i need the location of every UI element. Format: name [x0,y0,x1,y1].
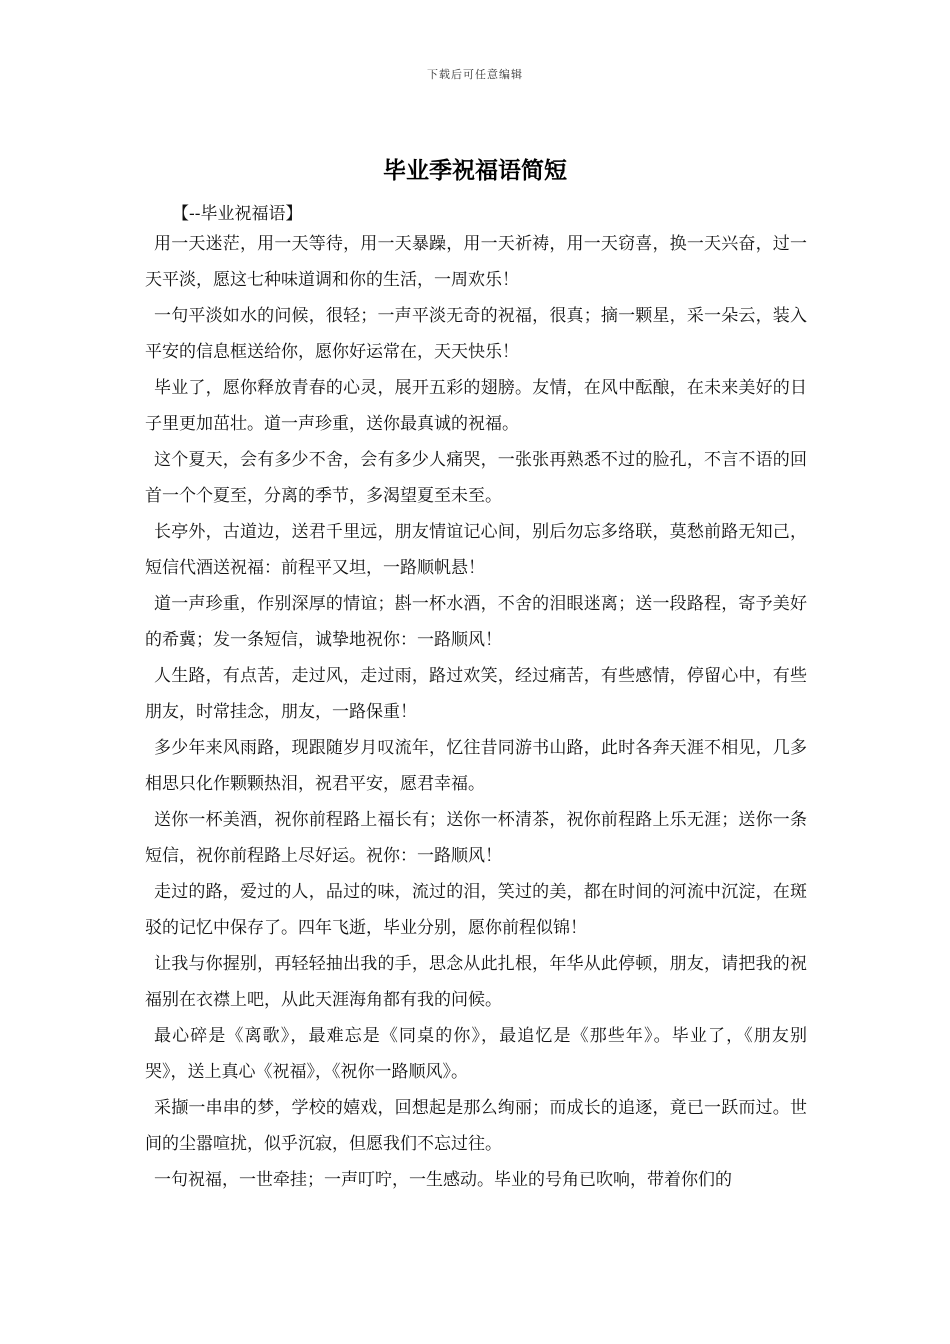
paragraph: 走过的路，爱过的人，品过的味，流过的泪，笑过的美，都在时间的河流中沉淀，在斑驳的记忆中保存了。四年飞逝，毕业分别，愿你前程似锦！ [145,882,807,938]
paragraph: 多少年来风雨路，现跟随岁月叹流年，忆往昔同游书山路，此时各奔天涯不相见，几多相思只化作颗颗热泪，祝君平安，愿君幸福。 [145,738,807,794]
paragraph: 长亭外，古道边，送君千里远，朋友情谊记心间，别后勿忘多络联，莫愁前路无知己，短信代酒送祝福：前程平又坦，一路顺帆悬！ [145,522,807,578]
document-body [145,226,807,1198]
paragraph: 最心碎是《离歌》，最难忘是《同桌的你》，最追忆是《那些年》。毕业了，《朋友别哭》，送上真心《祝福》，《祝你一路顺风》。 [145,1026,807,1082]
paragraph: 毕业了，愿你释放青春的心灵，展开五彩的翅膀。友情，在风中酝酿，在未来美好的日子里更加茁壮。道一声珍重，送你最真诚的祝福。 [145,378,807,434]
paragraph: 人生路，有点苦，走过风，走过雨，路过欢笑，经过痛苦，有些感情，停留心中，有些朋友，时常挂念，朋友，一路保重！ [145,666,807,722]
paragraph: 道一声珍重，作别深厚的情谊；斟一杯水酒，不舍的泪眼迷离；送一段路程，寄予美好的希冀；发一条短信，诚挚地祝你：一路顺风！ [145,594,807,650]
paragraph: 一句平淡如水的问候，很轻；一声平淡无奇的祝福，很真；摘一颗星，采一朵云，装入平安的信息框送给你，愿你好运常在，天天快乐！ [145,306,807,362]
paragraph: 用一天迷茫，用一天等待，用一天暴躁，用一天祈祷，用一天窃喜，换一天兴奋，过一天平淡，愿这七种味道调和你的生活，一周欢乐！ [145,234,807,290]
section-heading: 【--毕业祝福语】 [172,204,303,224]
document-title: 毕业季祝福语简短 [383,157,567,184]
header-note: 下载后可任意编辑 [427,68,523,81]
paragraph: 采撷一串串的梦，学校的嬉戏，回想起是那么绚丽；而成长的追逐，竟已一跃而过。世间的尘嚣喧扰，似乎沉寂，但愿我们不忘过往。 [145,1098,807,1154]
paragraph: 送你一杯美酒，祝你前程路上福长有；送你一杯清茶，祝你前程路上乐无涯；送你一条短信，祝你前程路上尽好运。祝你：一路顺风！ [145,810,807,866]
paragraph: 让我与你握别，再轻轻抽出我的手，思念从此扎根，年华从此停顿，朋友，请把我的祝福别在衣襟上吧，从此天涯海角都有我的问候。 [145,954,807,1010]
paragraph: 一句祝福，一世牵挂；一声叮咛，一生感动。毕业的号角已吹响，带着你们的 [154,1170,732,1190]
paragraph: 这个夏天，会有多少不舍，会有多少人痛哭，一张张再熟悉不过的脸孔，不言不语的回首一个个夏至，分离的季节，多渴望夏至未至。 [145,450,807,506]
